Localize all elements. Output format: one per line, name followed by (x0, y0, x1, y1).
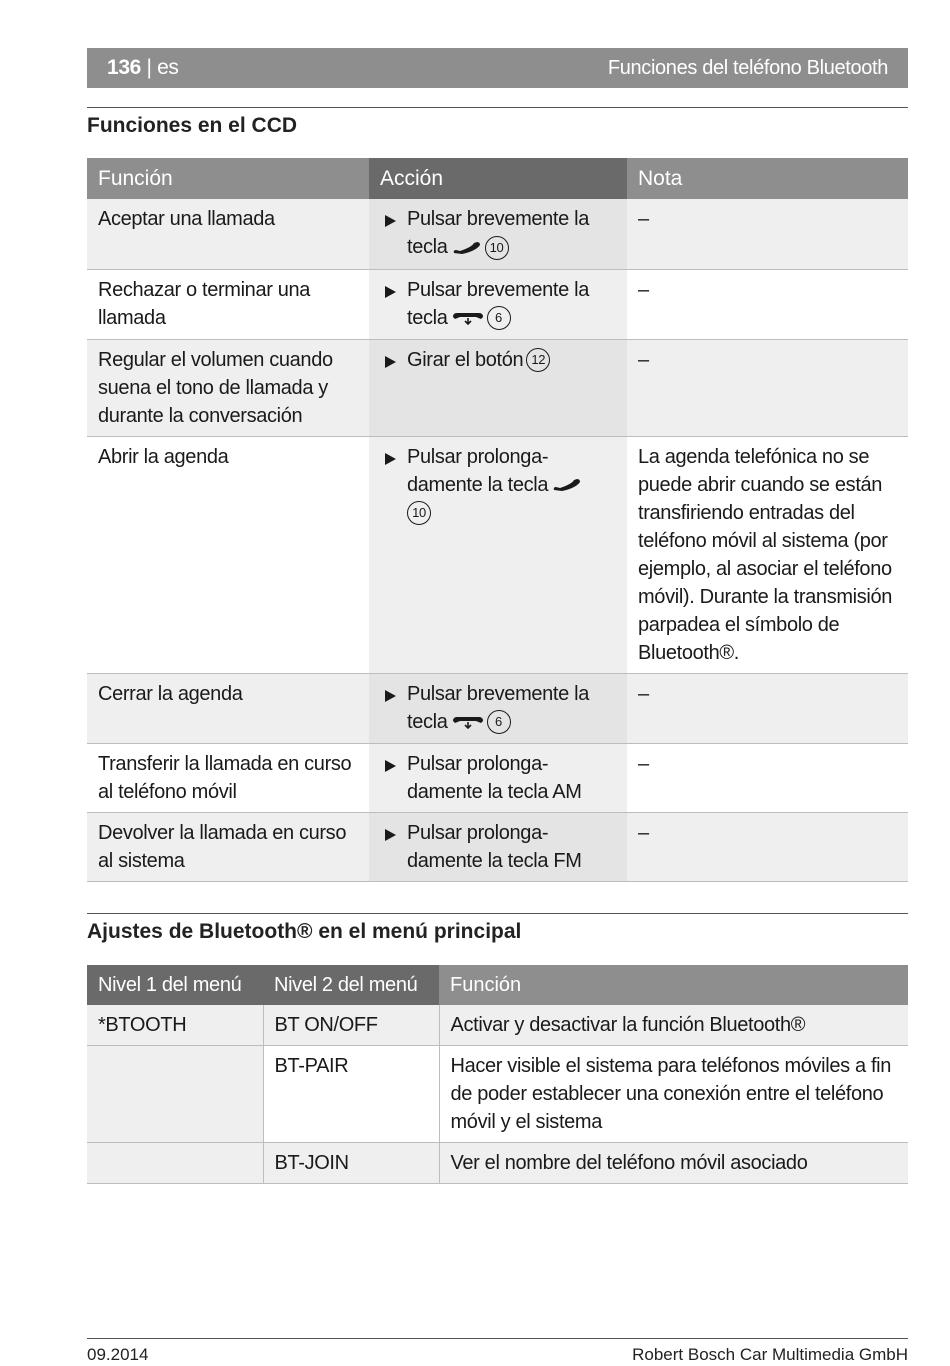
col-header-nota: Nota (627, 158, 908, 199)
cell-nivel2: BT-JOIN (263, 1143, 439, 1184)
section-title-bluetooth: Ajustes de Bluetooth® en el menú principal (87, 920, 522, 943)
cell-nivel1 (87, 1143, 263, 1184)
phone-hangup-icon (452, 311, 484, 325)
footer-date: 09.2014 (87, 1345, 149, 1364)
cell-funcion: Transferir la llamada en curso al teléfono móvil (87, 743, 369, 812)
cell-nota: – (627, 812, 908, 881)
col-header-funcion: Función (87, 158, 369, 199)
cell-accion: Pulsar prolonga-damente la tecla 10 (369, 436, 627, 673)
cell-accion: Pulsar brevemente la tecla 6 (369, 269, 627, 339)
cell-nota: – (627, 673, 908, 743)
cell-nivel1: *BTOOTH (87, 1005, 263, 1046)
divider (87, 913, 908, 914)
cell-nota: – (627, 199, 908, 269)
cell-accion: Pulsar prolonga-damente la tecla AM (369, 743, 627, 812)
phone-accept-icon (552, 478, 582, 492)
ref-number: 6 (487, 306, 511, 330)
cell-funcion: Aceptar una llamada (87, 199, 369, 269)
page-header (87, 48, 908, 88)
cell-funcion: Hacer visible el sistema para teléfonos móviles a fin de poder establecer una conexión entre el teléfono móvil y el sistema (439, 1046, 908, 1143)
bullet-triangle-icon (385, 356, 396, 368)
table-row (87, 1005, 908, 1046)
cell-funcion: Activar y desactivar la función Bluetooth® (439, 1005, 908, 1046)
col-header-nivel2: Nivel 2 del menú (263, 965, 439, 1005)
table-row (87, 1046, 908, 1143)
cell-accion: Pulsar brevemente la tecla 6 (369, 673, 627, 743)
table-row (87, 199, 908, 269)
bullet-triangle-icon (385, 286, 396, 298)
bullet-triangle-icon (385, 215, 396, 227)
table-row (87, 339, 908, 436)
footer-divider (87, 1338, 908, 1339)
col-header-accion: Acción (369, 158, 627, 199)
cell-funcion: Abrir la agenda (87, 436, 369, 673)
col-header-nivel1: Nivel 1 del menú (87, 965, 263, 1005)
cell-accion: Pulsar prolonga-damente la tecla FM (369, 812, 627, 881)
cell-accion: Pulsar brevemente la tecla 10 (369, 199, 627, 269)
bullet-triangle-icon (385, 760, 396, 772)
page-number: 136 | es (107, 56, 179, 79)
cell-nota: La agenda telefónica no se puede abrir cuando se están transfiriendo entradas del teléfono móvil al sistema (por ejemplo, al asociar el teléfono móvil). Durante la transmisión parpadea el símbolo de Bluetooth®. (627, 436, 908, 673)
cell-accion: Girar el botón 12 (369, 339, 627, 436)
cell-nota: – (627, 269, 908, 339)
ref-number: 6 (487, 710, 511, 734)
table-row (87, 743, 908, 812)
ref-number: 12 (526, 348, 550, 372)
bullet-triangle-icon (385, 690, 396, 702)
ccd-functions-table (87, 158, 908, 882)
ref-number: 10 (485, 236, 509, 260)
table-row (87, 269, 908, 339)
table-row (87, 812, 908, 881)
cell-nivel2: BT ON/OFF (263, 1005, 439, 1046)
cell-funcion: Cerrar la agenda (87, 673, 369, 743)
phone-hangup-icon (452, 715, 484, 729)
chapter-title: Funciones del teléfono Bluetooth (607, 57, 888, 79)
footer-company: Robert Bosch Car Multimedia GmbH (632, 1345, 908, 1364)
col-header-funcion: Función (439, 965, 908, 1005)
phone-accept-icon (452, 241, 482, 255)
cell-funcion: Devolver la llamada en curso al sistema (87, 812, 369, 881)
bullet-triangle-icon (385, 453, 396, 465)
section-title-ccd: Funciones en el CCD (87, 114, 298, 137)
cell-funcion: Ver el nombre del teléfono móvil asociado (439, 1143, 908, 1184)
cell-nivel2: BT-PAIR (263, 1046, 439, 1143)
cell-funcion: Rechazar o terminar una llamada (87, 269, 369, 339)
cell-nota: – (627, 339, 908, 436)
bullet-triangle-icon (385, 829, 396, 841)
table-row (87, 1143, 908, 1184)
divider (87, 107, 908, 108)
cell-nivel1 (87, 1046, 263, 1143)
bluetooth-menu-table (87, 965, 908, 1184)
cell-funcion: Regular el volumen cuando suena el tono de llamada y durante la conversación (87, 339, 369, 436)
table-row (87, 436, 908, 673)
table-row (87, 673, 908, 743)
cell-nota: – (627, 743, 908, 812)
ref-number: 10 (407, 501, 431, 525)
